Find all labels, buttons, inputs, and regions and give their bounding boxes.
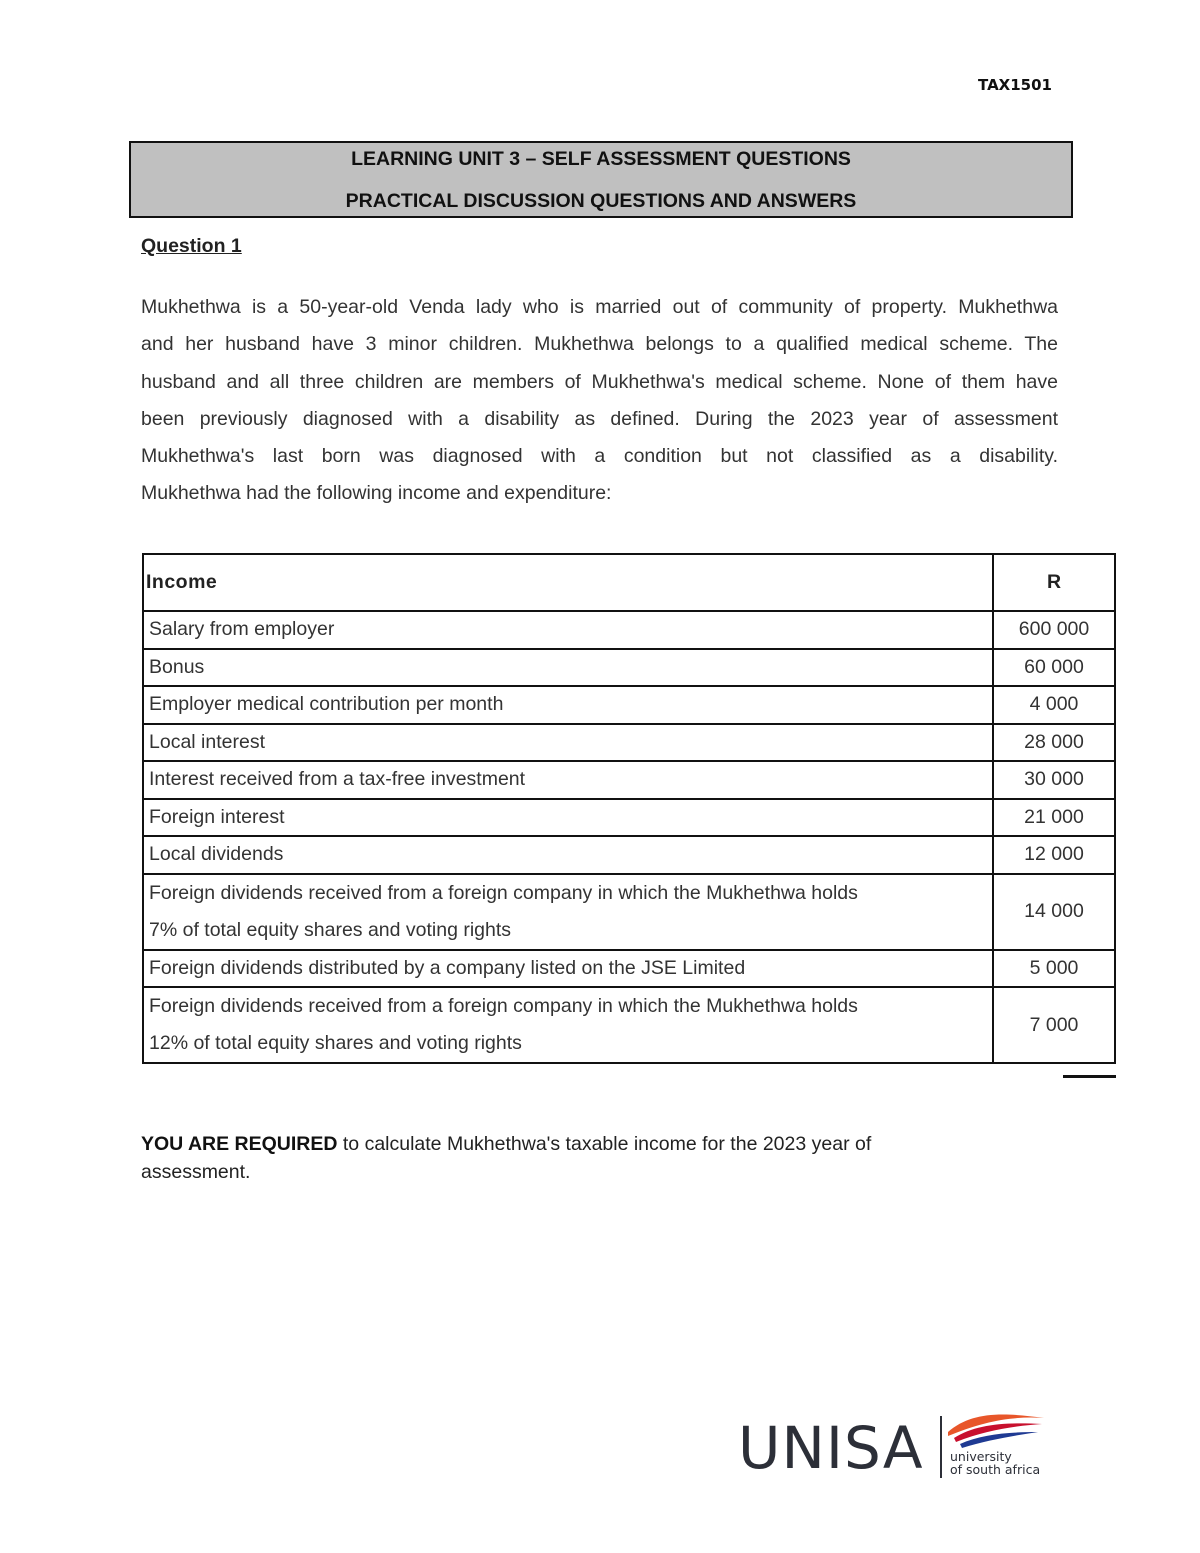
income-item-label: Salary from employer [143,611,993,649]
logo-divider [940,1416,942,1478]
intro-line: been previously diagnosed with a disability as defined. During the 2023 year of assessment [141,407,1058,430]
logo-swoosh-icon [946,1410,1046,1450]
income-item-label: Local dividends [143,836,993,874]
table-row [143,836,1115,874]
table-row [143,724,1115,762]
question-heading: Question 1 [141,235,242,257]
income-item-amount: 14 000 [993,874,1115,950]
question-intro [141,289,1058,513]
intro-line: Mukhethwa is a 50-year-old Venda lady who is married out of community of property. Mukhethwa [141,296,1058,318]
requirement-body: to calculate Mukhethwa's taxable income for the 2023 year of assessment. [141,1133,872,1183]
income-item-amount: 28 000 [993,724,1115,762]
table-header-row [143,554,1115,611]
logo-subtitle [950,1450,1040,1476]
income-item-amount: 4 000 [993,686,1115,724]
income-item-label [143,874,993,950]
income-item-label: Employer medical contribution per month [143,686,993,724]
income-item-label-line: 12% of total equity shares and voting rights [149,1032,522,1054]
total-underline [1063,1075,1116,1078]
table-row [143,799,1115,837]
requirement-lead: YOU ARE REQUIRED [141,1133,338,1155]
logo-subtitle-line: university [950,1449,1012,1464]
intro-line: husband and all three children are members of Mukhethwa's medical scheme. None of them have [141,370,1058,393]
logo-wordmark: UNISA [738,1414,924,1482]
income-item-amount: 21 000 [993,799,1115,837]
income-table [142,553,1116,1064]
table-row [143,950,1115,988]
income-item-amount: 60 000 [993,649,1115,687]
income-item-label: Foreign dividends distributed by a company listed on the JSE Limited [143,950,993,988]
title-line-1: LEARNING UNIT 3 – SELF ASSESSMENT QUESTIONS [351,148,851,170]
table-row [143,761,1115,799]
income-item-label [143,987,993,1063]
income-item-amount: 600 000 [993,611,1115,649]
income-item-label: Bonus [143,649,993,687]
income-header-label: Income [143,554,993,611]
income-item-amount: 30 000 [993,761,1115,799]
income-item-label-line: Foreign dividends received from a foreign company in which the Mukhethwa holds [149,881,858,904]
income-item-amount: 5 000 [993,950,1115,988]
income-item-label-line: Foreign dividends received from a foreign company in which the Mukhethwa holds [149,995,858,1017]
income-item-label: Local interest [143,724,993,762]
income-item-label: Foreign interest [143,799,993,837]
amount-header-label: R [993,554,1115,611]
intro-line: Mukhethwa had the following income and expenditure: [141,482,612,505]
intro-line: and her husband have 3 minor children. Mukhethwa belongs to a qualified medical scheme. The [141,333,1058,356]
table-row [143,686,1115,724]
title-box [129,141,1073,218]
requirement-text [141,1130,981,1186]
income-item-amount: 7 000 [993,987,1115,1063]
income-item-label-line: 7% of total equity shares and voting rights [149,918,512,941]
course-code: TAX1501 [978,76,1052,94]
intro-line: Mukhethwa's last born was diagnosed with a condition but not classified as a disability. [141,445,1058,468]
table-row [143,874,1115,950]
table-row [143,987,1115,1063]
logo-subtitle-line: of south africa [950,1462,1041,1477]
title-line-2: PRACTICAL DISCUSSION QUESTIONS AND ANSWERS [345,190,857,212]
income-item-label: Interest received from a tax-free investment [143,761,993,799]
unisa-logo [738,1410,1048,1485]
income-item-amount: 12 000 [993,836,1115,874]
table-row [143,611,1115,649]
table-row [143,649,1115,687]
